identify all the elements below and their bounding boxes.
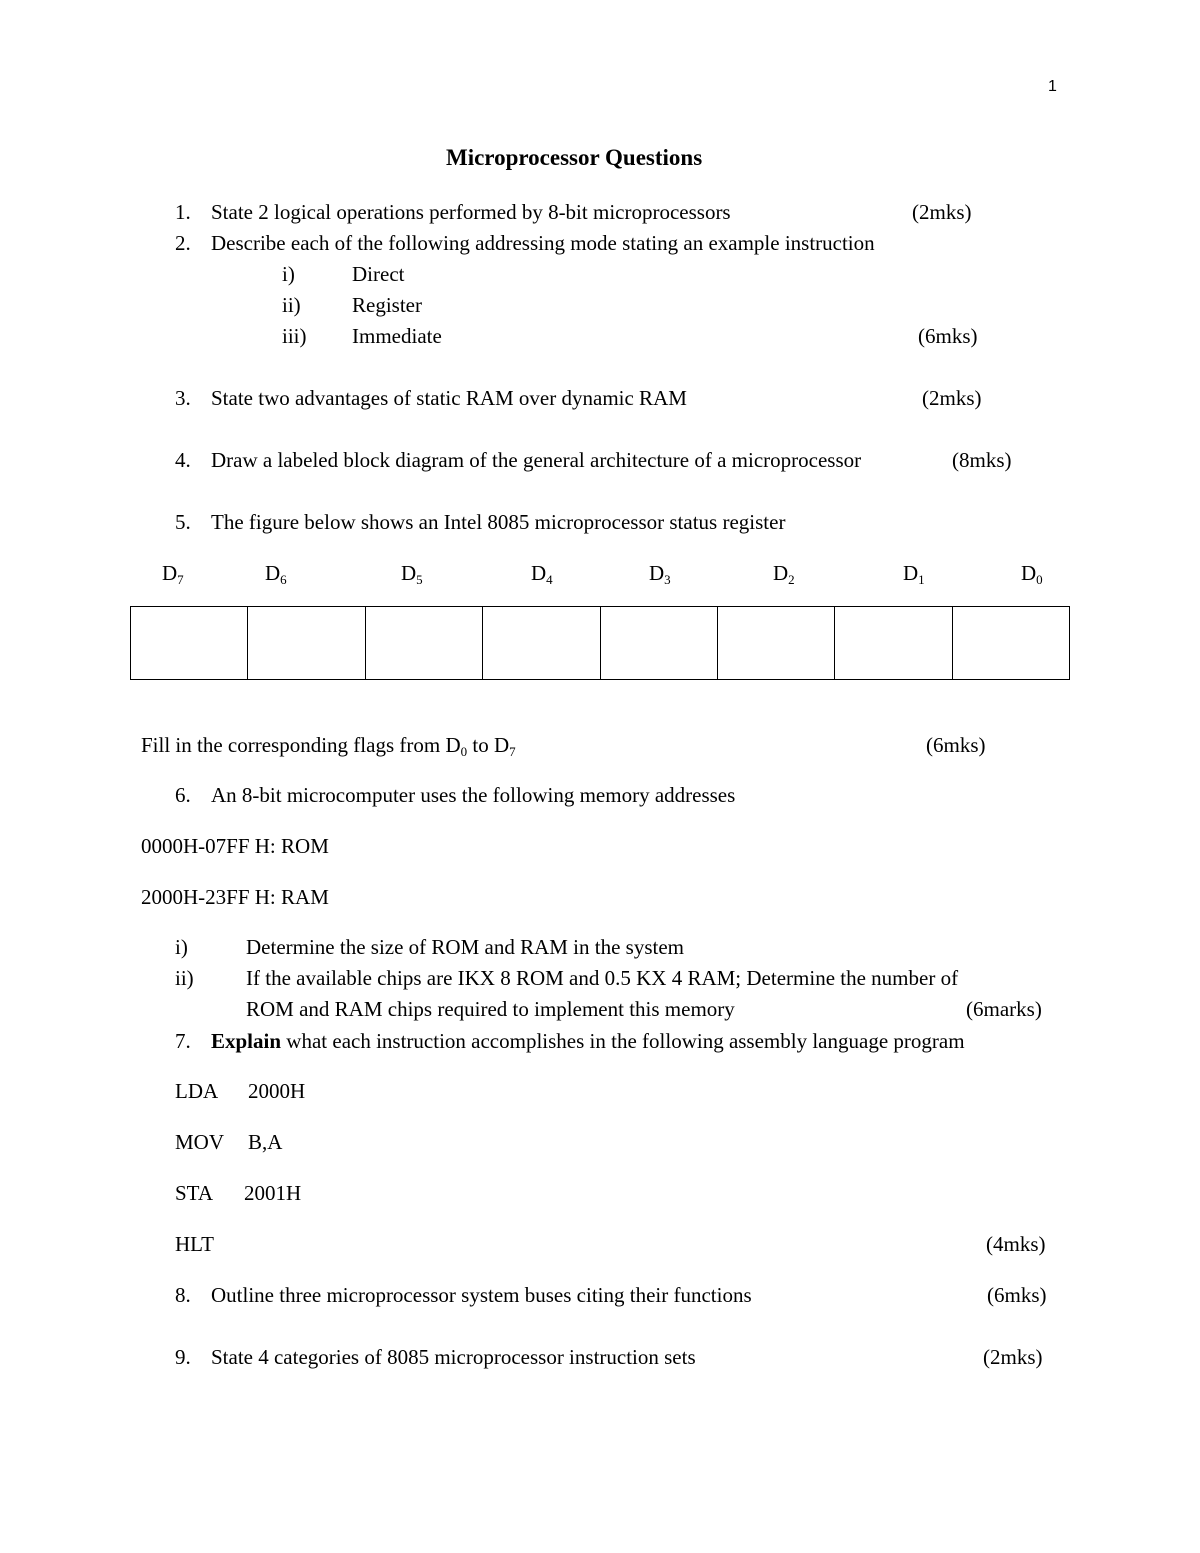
question-marks: (6mks) [926, 733, 986, 757]
page-title: Microprocessor Questions [446, 145, 703, 170]
question-text: Draw a labeled block diagram of the general architecture of a microprocessor [211, 448, 862, 472]
sub-item-number: iii) [282, 324, 307, 348]
question-marks: (6marks) [966, 997, 1042, 1021]
register-cell-d7 [131, 607, 248, 680]
asm-opcode: STA [175, 1181, 213, 1205]
asm-operand: 2001H [244, 1181, 302, 1205]
question-marks: (4mks) [986, 1232, 1046, 1256]
sub-item-continuation: ROM and RAM chips required to implement this memory [246, 997, 735, 1021]
fill-instruction: Fill in the corresponding flags from $D_0$ to $D_7$ [141, 733, 516, 759]
ram-address-range: 2000H-23FF H: RAM [141, 885, 329, 909]
question-number: 7. [175, 1029, 191, 1053]
sub-item-text: If the available chips are IKX 8 ROM and 0.5 KX 4 RAM; Determine the number of [246, 966, 959, 990]
sub-item-number: ii) [282, 293, 301, 317]
question-number: 8. [175, 1283, 191, 1307]
sub-item-text: Direct [352, 262, 405, 286]
sub-item-text: Immediate [352, 324, 442, 348]
register-cell-d4 [483, 607, 600, 680]
asm-operand: B,A [248, 1130, 283, 1154]
sub-item-number: i) [282, 262, 295, 286]
bit-label-d5: $D_5$ [401, 561, 423, 587]
bit-label-d3: $D_3$ [649, 561, 671, 587]
register-cell-d3 [600, 607, 717, 680]
rom-address-range: 0000H-07FF H: ROM [141, 834, 329, 858]
register-cell-d1 [835, 607, 952, 680]
bit-label-d1: $D_1$ [903, 561, 925, 587]
sub-item-text: Register [352, 293, 422, 317]
question-text: The figure below shows an Intel 8085 microprocessor status register [211, 510, 786, 534]
status-register-table [130, 606, 1070, 680]
register-cell-d0 [952, 607, 1069, 680]
question-number: 9. [175, 1345, 191, 1369]
sub-item-text: Determine the size of ROM and RAM in the system [246, 935, 685, 959]
question-marks: (2mks) [922, 386, 982, 410]
asm-operand: 2000H [248, 1079, 306, 1103]
bit-label-d0: $D_0$ [1021, 561, 1043, 587]
register-cell-d6 [248, 607, 365, 680]
question-number: 3. [175, 386, 191, 410]
asm-opcode: MOV [175, 1130, 225, 1154]
question-marks: (6mks) [987, 1283, 1047, 1307]
bit-label-d4: $D_4$ [531, 561, 553, 587]
question-marks: (2mks) [983, 1345, 1043, 1369]
question-text: Describe each of the following addressing mode stating an example instruction [211, 231, 875, 255]
question-number: 1. [175, 200, 191, 224]
question-text: State 2 logical operations performed by 8-bit microprocessors [211, 200, 731, 224]
question-marks: (6mks) [918, 324, 978, 348]
register-cell-d5 [365, 607, 482, 680]
sub-item-number: i) [175, 935, 188, 959]
question-text: An 8-bit microcomputer uses the following memory addresses [211, 783, 736, 807]
question-number: 4. [175, 448, 191, 472]
page-number: 1 [1048, 78, 1057, 95]
question-text: Explain what each instruction accomplishes in the following assembly language program [211, 1029, 965, 1053]
question-text: Outline three microprocessor system buses citing their functions [211, 1283, 752, 1307]
question-number: 5. [175, 510, 191, 534]
question-number: 6. [175, 783, 191, 807]
register-cell-d2 [717, 607, 834, 680]
question-text: State two advantages of static RAM over dynamic RAM [211, 386, 687, 410]
question-marks: (8mks) [952, 448, 1012, 472]
sub-item-number: ii) [175, 966, 194, 990]
asm-opcode: HLT [175, 1232, 214, 1256]
bit-label-d6: $D_6$ [265, 561, 287, 587]
question-number: 2. [175, 231, 191, 255]
bit-label-d7: $D_7$ [162, 561, 184, 587]
bit-label-d2: $D_2$ [773, 561, 795, 587]
question-text: State 4 categories of 8085 microprocessor instruction sets [211, 1345, 696, 1369]
asm-opcode: LDA [175, 1079, 219, 1103]
question-marks: (2mks) [912, 200, 972, 224]
